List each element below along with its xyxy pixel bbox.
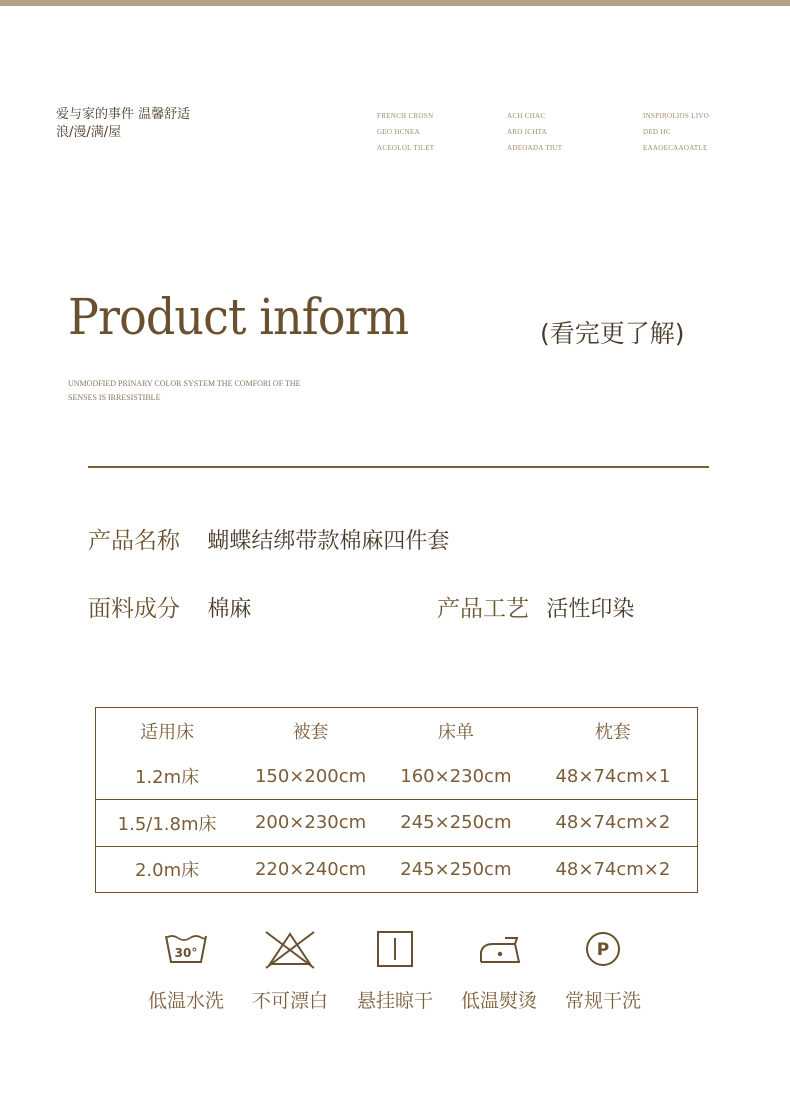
mini-text: ACH CHAC (507, 112, 546, 120)
mini-text: FRENCH CROSN (377, 112, 434, 120)
mini-text: EAAOECAAOATLE (643, 144, 708, 152)
see-more-note: (看完更了解) (540, 319, 685, 348)
craft-value: 活性印染 (546, 597, 635, 622)
page-title: Product inform (68, 288, 409, 346)
care-item-dry-clean (551, 928, 655, 1013)
table-row (96, 800, 698, 846)
line-dry-icon (375, 928, 415, 970)
mini-text: GEO HCNEA (377, 128, 420, 136)
tagline (56, 106, 190, 142)
iron-low-icon (475, 928, 523, 970)
cell-pillowcase: 48×74cm×2 (555, 858, 671, 880)
size-spec-table (95, 707, 698, 893)
fabric-label: 面料成分 (88, 596, 180, 622)
care-item-no-bleach (238, 928, 342, 1013)
care-label: 悬挂晾干 (356, 990, 433, 1012)
mini-text-column-1 (377, 108, 434, 156)
cell-duvet-cover: 150×200cm (254, 765, 367, 787)
product-name-value: 蝴蝶结绑带款棉麻四件套 (207, 529, 450, 554)
no-bleach-icon (262, 928, 318, 970)
product-name-label: 产品名称 (88, 528, 180, 554)
cell-duvet-cover: 220×240cm (254, 858, 367, 880)
dry-clean-p-icon (582, 928, 624, 970)
cell-pillowcase: 48×74cm×2 (555, 812, 671, 834)
care-item-iron (447, 928, 551, 1013)
craft-row (437, 590, 634, 623)
mini-text: ACEOLOL TILET (377, 144, 435, 152)
header-bed-sheet: 床单 (437, 721, 474, 743)
wash-30-icon (162, 928, 210, 970)
cell-bed-sheet: 245×250cm (400, 858, 512, 880)
cell-duvet-cover: 200×230cm (254, 812, 367, 834)
cell-bed-sheet: 160×230cm (400, 765, 512, 787)
fabric-value: 棉麻 (207, 597, 252, 622)
mini-text: ARO ICHTA (507, 128, 548, 136)
care-label: 常规干洗 (564, 990, 641, 1012)
table-header-row (96, 708, 698, 754)
tagline-line-1: 爱与家的事件 温馨舒适 (56, 107, 191, 122)
cell-pillowcase: 48×74cm×1 (555, 765, 671, 787)
top-bar (0, 0, 790, 6)
cell-bed-size: 1.2m床 (134, 767, 200, 789)
wash-temp-text: 30° (174, 946, 198, 960)
cell-bed-size: 1.5/1.8m床 (117, 813, 217, 835)
product-name-row (88, 522, 449, 555)
tagline-line-2: 浪/漫/满/屋 (56, 125, 122, 140)
care-item-line-dry (343, 928, 447, 1013)
mini-text: DED HC (643, 128, 671, 136)
care-item-wash (134, 928, 238, 1013)
table-row (96, 846, 698, 892)
title-subtitle: UNMODFIED PRINARY COLOR SYSTEM THE COMFORI OF THE SENSES IS IRRESISTIBLE (68, 379, 301, 402)
header-pillowcase: 枕套 (594, 721, 631, 743)
mini-text-column-2 (507, 108, 562, 156)
header-duvet-cover: 被套 (292, 721, 329, 743)
table-row (96, 754, 698, 800)
care-label: 低温水洗 (147, 990, 224, 1012)
mini-text-column-3 (643, 108, 709, 156)
fabric-row (88, 590, 251, 623)
dry-clean-letter: P (596, 940, 610, 960)
care-label: 不可漂白 (251, 990, 328, 1012)
cell-bed-size: 2.0m床 (134, 860, 200, 882)
divider (88, 466, 709, 468)
craft-label: 产品工艺 (437, 596, 529, 622)
mini-text: ADEOADA TIUT (507, 144, 563, 152)
care-label: 低温熨烫 (460, 990, 537, 1012)
mini-text: INSPIROLIOS LIVO (643, 112, 710, 120)
header-bed-size: 适用床 (140, 721, 195, 743)
cell-bed-sheet: 245×250cm (400, 812, 512, 834)
